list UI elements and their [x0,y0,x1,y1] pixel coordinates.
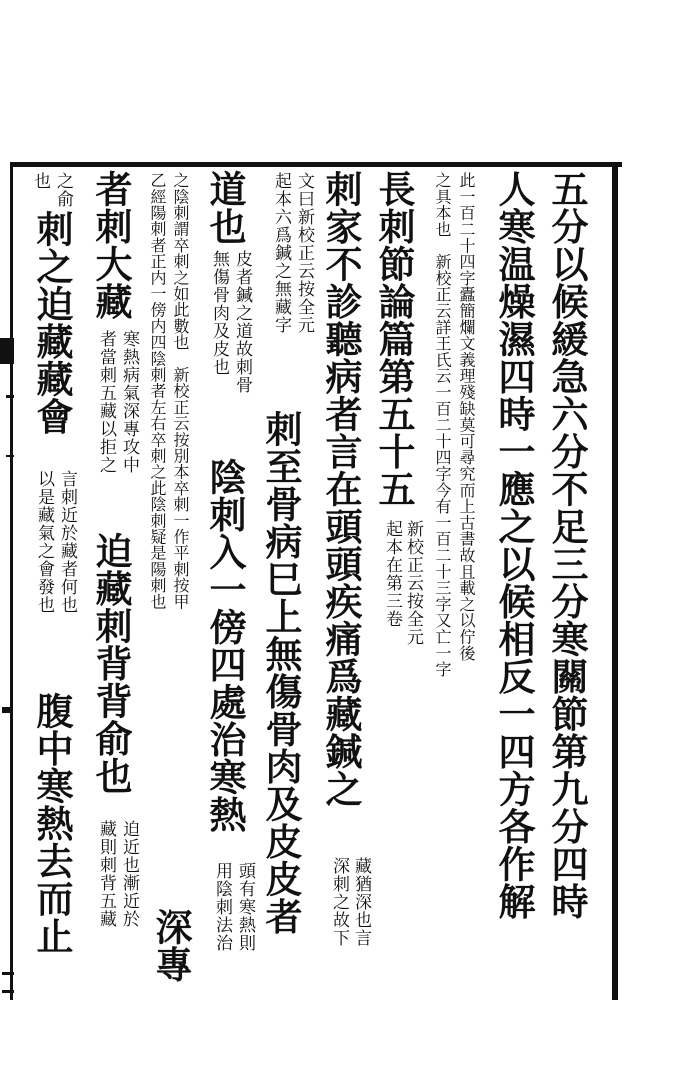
commentary-line-3a: 此一百二十四字蠹簡爛文義理殘缺莫可尋究而上古書故且載之以佇後 [457,172,476,661]
text-column-1: 五分以候緩急六分不足三分寒關節第九分四時 [545,170,589,920]
note-5b: 深刺之故下 [329,857,349,947]
note-10d: 以是藏氣之會發也 [34,470,54,614]
note-8b: 乙經陽刺者正内一傍内四陰刺者左右卒刺之此陰刺疑是陽刺也 [148,172,167,610]
text-column-8: 深專 [149,908,193,983]
frame-right-border [612,162,618,1000]
margin-mark [6,455,14,457]
margin-mark [2,990,14,993]
note-9d: 藏則刺背五藏 [96,820,116,928]
note-10a: 之俞 [53,172,73,208]
note-7d: 用陰刺法治 [212,862,232,952]
text-column-6: 刺至骨病巳上無傷骨肉及皮皮者 [259,410,303,935]
margin-tab-mark [0,338,14,364]
frame-left-border [10,162,13,1000]
note-7a: 皮者鍼之道故刺骨 [232,250,252,394]
text-column-10-head: 刺之迫藏藏會 [30,210,74,435]
text-column-7-head: 道也 [203,170,247,245]
commentary-line-3b: 之具本也 新校正云詳王氏云一百二十四字今有一百二十三字又亡一字 [433,172,452,678]
note-9c: 迫近也漸近於 [119,820,139,928]
chapter-title-column [372,170,416,508]
margin-mark [2,707,10,713]
margin-mark [2,972,14,975]
note-6b: 起本六爲鍼之無藏字 [271,172,291,334]
note-8a: 之陰刺謂卒刺之如此數也 新校正云按別本卒刺一作平刺按甲 [171,172,190,610]
text-column-10: 腹中寒熱去而止 [30,692,74,955]
note-5a: 藏猶深也言 [351,857,371,947]
note-7b: 無傷骨肉及皮也 [209,250,229,376]
note-6a: 文曰新校正云按全元 [294,172,314,334]
note-10b: 也 [30,172,50,190]
note-7c: 頭有寒熱則 [235,862,255,952]
note-9a: 寒熱病氣深專攻中 [119,330,139,474]
text-column-9: 迫藏刺背背俞也 [89,532,133,795]
text-column-5: 刺家不診聽病者言在頭頭疾痛爲藏鍼之 [319,170,363,808]
text-column-2: 人寒温燥濕四時一應之以候相反一四方各作解 [492,170,536,920]
text-column-9-head: 者刺大藏 [89,170,133,320]
title-note-b: 起本在第三卷 [382,520,402,628]
note-9b: 者當刺五藏以拒之 [96,330,116,474]
margin-mark [6,395,14,398]
text-column-7: 陰刺入一傍四處治寒熱 [203,458,247,833]
frame-top-border [10,162,622,167]
title-note-a: 新校正云按全元 [403,520,423,646]
chapter-title: 長刺節論篇第五十五 [372,170,416,508]
note-10c: 言刺近於藏者何也 [57,470,77,614]
